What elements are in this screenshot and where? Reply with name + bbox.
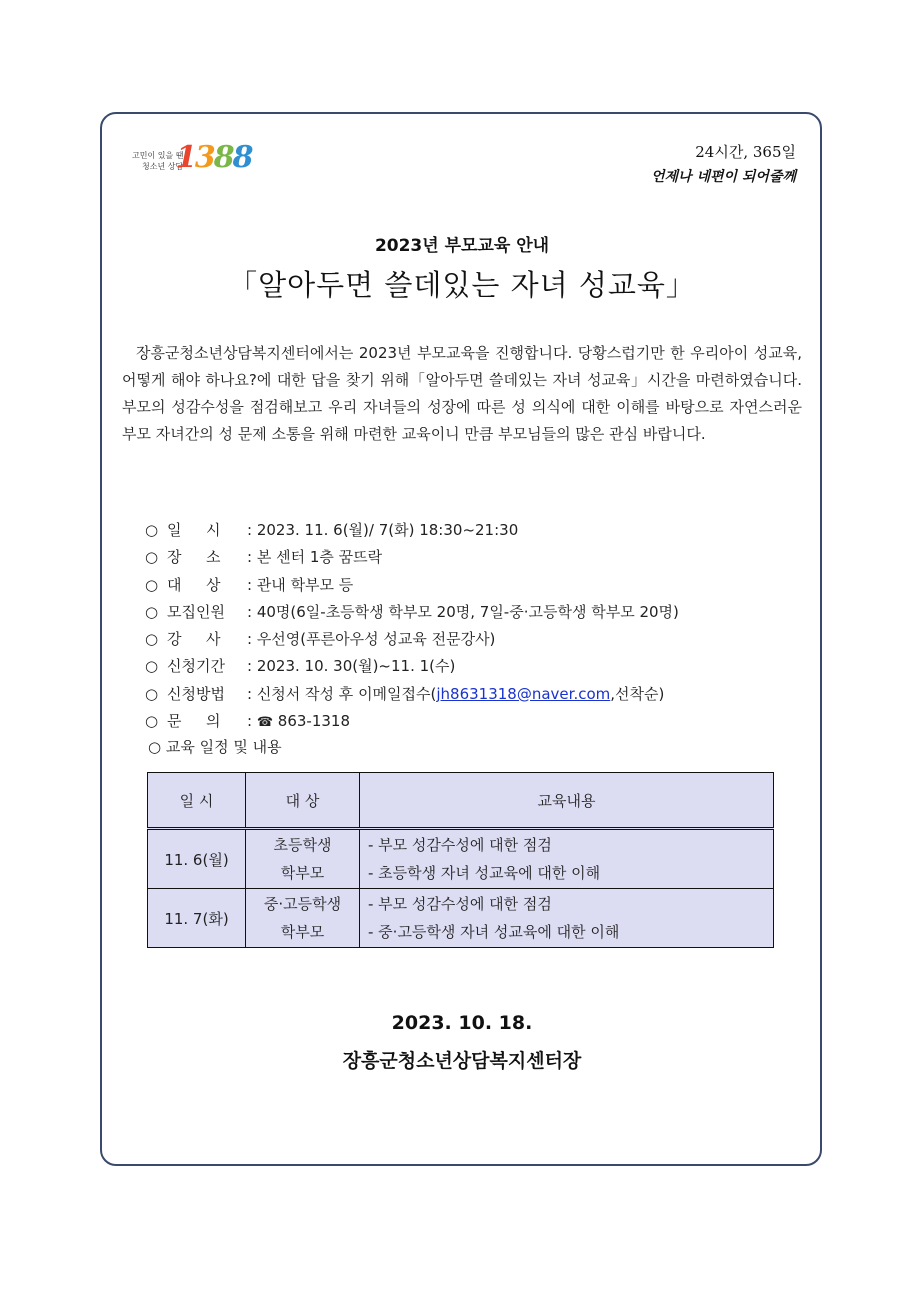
info-value: : 우선영(푸른아우성 성교육 전문강사) [247, 630, 496, 649]
info-row-apply [145, 681, 679, 708]
logo-digit-1: 1 [176, 140, 195, 175]
logo-tagline-line2: 청소년 상담 [142, 162, 184, 171]
column-header-date: 일 시 [148, 773, 246, 829]
info-row-contact [145, 708, 679, 736]
info-value: : 2023. 11. 6(월)/ 7(화) 18:30~21:30 [247, 521, 519, 539]
info-value: : 40명(6일-초등학생 학부모 20명, 7일-중·고등학생 학부모 20명) [247, 602, 679, 621]
logo-1388 [132, 140, 252, 188]
cell-content-line1: - 부모 성감수성에 대한 점검 [368, 836, 552, 854]
cell-target [246, 889, 360, 948]
logo-number [176, 140, 252, 175]
cell-content-line2: - 초등학생 자녀 성교육에 대한 이해 [368, 864, 601, 882]
info-value: : 신청서 작성 후 이메일접수( [247, 684, 437, 703]
info-value: : 관내 학부모 등 [247, 575, 354, 594]
bullet-icon: ○ [145, 602, 159, 621]
info-label: 일 시 [167, 521, 221, 539]
info-label: 대 상 [167, 575, 221, 594]
info-label: 모집인원 [167, 602, 225, 621]
info-row-period [145, 653, 679, 680]
bullet-icon: ○ [145, 684, 159, 703]
column-header-content: 교육내용 [360, 773, 774, 829]
issuer-org: 장흥군청소년상담복지센터장 [342, 1050, 582, 1072]
info-label: 신청기간 [167, 657, 225, 676]
phone-icon: ☎ [256, 715, 274, 731]
info-row-capacity [145, 599, 679, 626]
info-value: : 본 센터 1층 꿈뜨락 [247, 548, 383, 567]
cell-target-line1: 초등학생 [273, 836, 332, 854]
bullet-icon: ○ [145, 657, 159, 676]
cell-content [360, 889, 774, 948]
bullet-icon: ○ [145, 521, 159, 539]
info-row-datetime [145, 517, 679, 544]
cell-content-line1: - 부모 성감수성에 대한 점검 [368, 895, 552, 913]
info-value-suffix: ,선착순) [610, 684, 665, 703]
info-value-prefix: : [247, 712, 257, 731]
cell-target-line2: 학부모 [280, 923, 325, 941]
email-link[interactable]: jh8631318@naver.com [436, 684, 611, 703]
slogan-line2: 언제나 네편이 되어줄께 [651, 169, 796, 185]
logo-digit-2: 3 [194, 140, 214, 175]
bullet-icon: ○ [145, 630, 159, 649]
info-value: 863-1318 [273, 712, 351, 731]
cell-content-line2: - 중·고등학생 자녀 성교육에 대한 이해 [368, 923, 620, 941]
logo-digit-4: 8 [232, 140, 252, 175]
column-header-target: 대 상 [246, 773, 360, 829]
info-row-place [145, 544, 679, 571]
issue-date: 2023. 10. 18. [391, 1012, 533, 1034]
slogan [651, 140, 796, 190]
info-row-target [145, 572, 679, 599]
page-subtitle: 2023년 부모교육 안내 [374, 236, 550, 256]
info-label: 문 의 [167, 712, 221, 731]
info-label: 강 사 [167, 630, 221, 649]
cell-target-line1: 중·고등학생 [263, 895, 342, 913]
schedule-heading: ○ 교육 일정 및 내용 [148, 738, 282, 756]
intro-paragraph: 장흥군청소년상담복지센터에서는 2023년 부모교육을 진행합니다. 당황스럽기만 한 우리아이 성교육, 어떻게 해야 하나요?에 대한 답을 찾기 위해「알아두면 쓸데있는 자녀 성교육」시간을 마련하였습니다. 부모의 성감수성을 점검해보고 우리 자녀들의 성장에 따른 성 의식에 대한 이해를 바탕으로 자연스러운 부모 자녀간의 성 문제 소통을 위해 마련한 교육이니 만큼 부모님들의 많은 관심 바랍니다. [122, 344, 802, 443]
table-header-row [148, 773, 774, 829]
info-label: 신청방법 [167, 684, 225, 703]
schedule-table [147, 772, 774, 948]
cell-date: 11. 6(월) [148, 829, 246, 889]
cell-content [360, 829, 774, 889]
logo-tagline-line1: 고민이 있을 땐 [132, 151, 184, 160]
cell-target-line2: 학부모 [280, 864, 325, 882]
table-row [148, 889, 774, 948]
page-title: 「알아두면 쓸데있는 자녀 성교육」 [228, 268, 696, 302]
bullet-icon: ○ [145, 712, 159, 731]
info-value: : 2023. 10. 30(월)~11. 1(수) [247, 657, 456, 676]
info-list [145, 517, 679, 736]
cell-date: 11. 7(화) [148, 889, 246, 948]
bullet-icon: ○ [145, 548, 159, 567]
logo-digit-3: 8 [213, 140, 233, 175]
slogan-line1: 24시간, 365일 [695, 143, 796, 161]
info-row-instructor [145, 626, 679, 653]
table-row [148, 829, 774, 889]
info-label: 장 소 [167, 548, 221, 567]
cell-target [246, 829, 360, 889]
bullet-icon: ○ [145, 575, 159, 594]
